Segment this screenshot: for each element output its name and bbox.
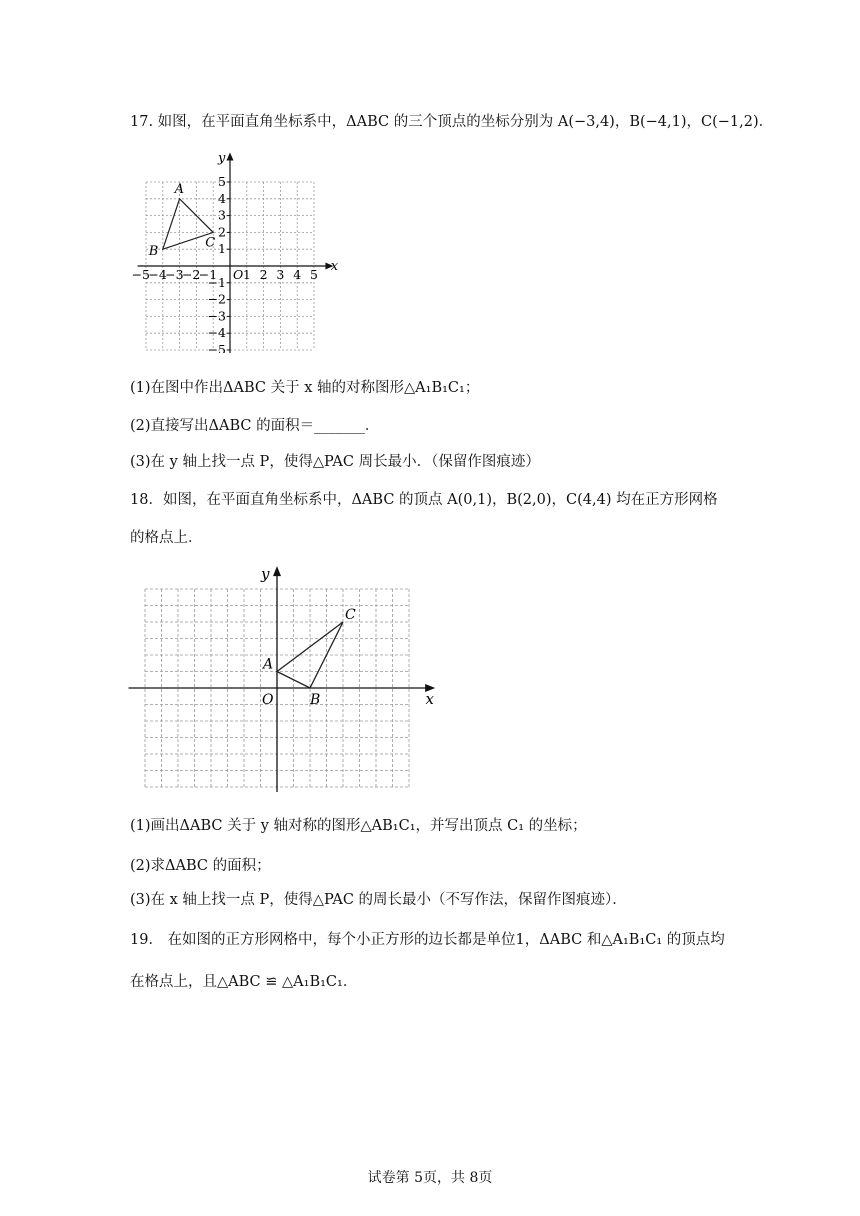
q19-stem-line-1: 19． 在如图的正方形网格中，每个小正方形的边长都是单位1，ΔABC 和△A₁B₁C₁ 的顶点均 [130, 932, 725, 948]
origin-label: O [262, 692, 274, 708]
q18-part-3: (3)在 x 轴上找一点 P，使得△PAC 的周长最小（不写作法，保留作图痕迹）． [130, 892, 627, 908]
y-tick-label: −1 [207, 274, 226, 290]
q18-stem-line-2: 的格点上． [130, 530, 203, 546]
y-tick-label: −5 [207, 342, 226, 353]
x-tick-label: −2 [181, 267, 201, 282]
vertex-label: C [345, 607, 356, 623]
vertex-label: A [263, 656, 274, 673]
q18-part-1: (1)画出ΔABC 关于 y 轴对称的图形△AB₁C₁，并写出顶点 C₁ 的坐标； [130, 818, 587, 834]
y-tick-label: −2 [207, 291, 226, 307]
q18-part-2: (2)求ΔABC 的面积； [130, 858, 271, 874]
vertex-label: B [310, 692, 321, 708]
q17-part-2: (2)直接写出ΔABC 的面积＝_______． [130, 418, 380, 434]
q17-tick-labels [132, 174, 318, 353]
y-axis-label: y [218, 150, 226, 166]
vertex-label: C [205, 235, 216, 251]
x-tick-label: 4 [293, 267, 302, 282]
vertex-label: A [174, 181, 184, 197]
q18-stem-line-1: 18．如图，在平面直角坐标系中，ΔABC 的顶点 A(0,1)，B(2,0)，C(4,4) 均在正方形网格 [130, 492, 718, 508]
x-tick-label: 5 [310, 267, 318, 282]
x-tick-label: −1 [198, 267, 218, 282]
y-tick-label: 4 [218, 190, 226, 206]
y-tick-label: 2 [218, 224, 226, 240]
y-tick-label: −3 [207, 308, 226, 324]
y-axis-arrow-icon [273, 566, 281, 576]
x-tick-label: −4 [148, 267, 167, 282]
y-axis-label: y [261, 565, 270, 584]
q17-part-3: (3)在 y 轴上找一点 P，使得△PAC 周长最小．（保留作图痕迹） [130, 454, 540, 470]
x-tick-label: −5 [131, 267, 150, 282]
y-tick-label: 3 [218, 207, 226, 223]
x-axis-label: x [425, 690, 434, 708]
q17-axes [138, 151, 339, 353]
q17-stem: 17. 如图，在平面直角坐标系中，ΔABC 的三个顶点的坐标分别为 A(−3,4)，B(−4,1)，C(−1,2)． [130, 114, 774, 130]
vertex-label: B [148, 244, 159, 260]
q18-coordinate-figure [124, 560, 440, 794]
q18-axes [129, 565, 436, 792]
x-tick-label: 1 [242, 267, 251, 282]
q17-part-1: (1)在图中作出ΔABC 关于 x 轴的对称图形△A₁B₁C₁； [130, 380, 480, 396]
y-tick-label: −4 [207, 325, 226, 341]
y-tick-label: 5 [218, 174, 226, 189]
y-tick-label: 1 [218, 241, 226, 257]
x-tick-label: −3 [165, 267, 184, 282]
x-tick-label: 2 [259, 267, 268, 282]
origin-label: O [233, 267, 244, 282]
x-tick-label: 3 [276, 267, 285, 282]
q17-triangle [148, 182, 215, 259]
page-footer: 试卷第 5页，共 8页 [367, 1170, 493, 1186]
x-axis-label: x [330, 259, 339, 274]
y-axis-arrow-icon [227, 152, 234, 160]
q17-coordinate-figure [128, 148, 340, 353]
q19-stem-line-2: 在格点上，且△ABC ≌ △A₁B₁C₁． [130, 974, 358, 990]
